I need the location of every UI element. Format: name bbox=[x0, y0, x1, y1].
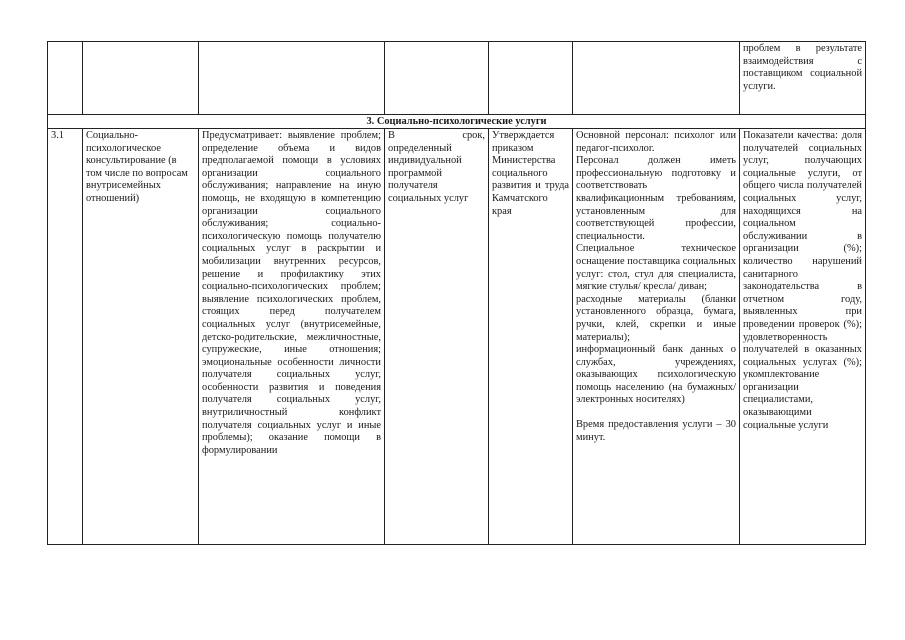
cell-description bbox=[199, 129, 385, 545]
service-term: В срок, определенный индивидуальной программой получателя социальных услуг bbox=[388, 130, 485, 204]
cell-term bbox=[385, 129, 489, 545]
section-header-row bbox=[48, 115, 866, 129]
conditions-qualification: Персонал должен иметь профессиональную подготовку и соответствовать квалификационным требованиям, установленным для соответствующей профессии, специальности. bbox=[576, 155, 736, 242]
services-table bbox=[47, 41, 866, 545]
conditions-staff: Основной персонал: психолог или педагог-психолог. bbox=[576, 130, 736, 154]
service-tariff: Утверждается приказом Министерства социального развития и труда Камчатского края bbox=[492, 130, 569, 217]
cell-conditions-empty bbox=[573, 42, 740, 115]
quality-indicators: Показатели качества: доля получателей социальных услуг, получающих социальные услуги, от общего числа получателей социальных услуг, находящихся на социальном обслуживании в организации (%); количество нарушений санитарного законодательства в отчетном году, выявленных при проведении проверок (%); удовлетворенность получателей в оказанных социальных услугах (%); укомплектование организации специалистами, оказывающими социальные услуги bbox=[743, 130, 862, 431]
cell-number-empty bbox=[48, 42, 83, 115]
service-number: 3.1 bbox=[51, 130, 64, 141]
conditions-equipment: Специальное техническое оснащение поставщика социальных услуг: стол, стул для специалиста, мягкие стулья/ кресла/ диван; bbox=[576, 243, 736, 293]
table-row bbox=[48, 129, 866, 545]
section-title: 3. Социально-психологические услуги bbox=[48, 115, 866, 129]
cell-number bbox=[48, 129, 83, 545]
service-name: Социально-психологическое консультирование (в том числе по вопросам внутрисемейных отношений) bbox=[86, 130, 188, 204]
cell-name bbox=[83, 129, 199, 545]
cell-name-empty bbox=[83, 42, 199, 115]
cell-tariff bbox=[489, 129, 573, 545]
service-time: Время предоставления услуги – 30 минут. bbox=[576, 419, 736, 443]
cell-conditions bbox=[573, 129, 740, 545]
conditions-databank: информационный банк данных о службах, учреждениях, оказывающих психологическую помощь населению (на бумажных/электронных носителях) bbox=[576, 344, 736, 406]
conditions-materials: расходные материалы (бланки установленного образца, бумага, ручки, клей, скрепки и иные материалы); bbox=[576, 293, 736, 343]
service-description: Предусматривает: выявление проблем; определение объема и видов предполагаемой помощи в условиях организации социального обслуживания; направление на иную помощь, не входящую в компетенцию организации социального обслуживания; социально-психологическую помощь получателю социальных услуг в раскрытии и мобилизации внутренних ресурсов, решение и профилактику этих социально-психологических проблем; выявление психологических проблем, стоящих перед получателем социальных услуг (внутрисемейные, детско-родительские, межличностные, супружеские, иные отношения; эмоциональные особенности личности получателя социальных услуг, особенности развития и поведения получателя социальных услуг, внутриличностный конфликт получателя социальных услуг и иные проблемы); оказание помощи в формулировании bbox=[202, 130, 381, 456]
cell-term-empty bbox=[385, 42, 489, 115]
service-conditions bbox=[576, 130, 736, 543]
cell-quality bbox=[740, 129, 866, 545]
cell-quality-continuation: проблем в результате взаимодействия с поставщиком социальной услуги. bbox=[740, 42, 866, 115]
cell-description-empty bbox=[199, 42, 385, 115]
table-row-continuation bbox=[48, 42, 866, 115]
cell-tariff-empty bbox=[489, 42, 573, 115]
